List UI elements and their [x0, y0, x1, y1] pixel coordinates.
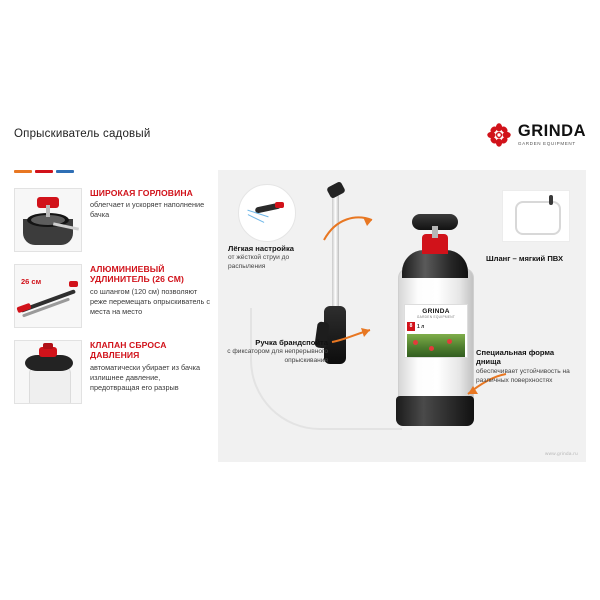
label-volume: 1 л [417, 323, 425, 330]
brand-logo [486, 122, 586, 148]
pump-rod-part [432, 226, 438, 238]
label-sub: GARDEN EQUIPMENT [416, 315, 456, 319]
page-title: Опрыскиватель садовый [14, 128, 151, 140]
arrow-to-nozzle [322, 212, 378, 246]
pressure-relief-valve-photo [14, 340, 82, 404]
feature-title: КЛАПАН СБРОСА ДАВЛЕНИЯ [90, 340, 167, 361]
callout-text: обеспечивает устойчивость на различных поверхностях [476, 367, 570, 384]
product-label [404, 304, 468, 358]
accent-bar-red [35, 170, 53, 173]
nozzle-detail-photo [238, 184, 296, 242]
callout-hose [486, 254, 578, 264]
feature-item [14, 188, 210, 250]
nozzle-part [326, 181, 346, 199]
tank-shoulder-part [402, 250, 468, 278]
callout-nozzle [228, 244, 324, 272]
feature-item [14, 264, 210, 326]
tank-base-part [396, 396, 474, 426]
product-panel [218, 170, 586, 462]
callout-title: Ручка брандспойта [255, 338, 328, 347]
page-header [0, 122, 600, 168]
callout-text: с фиксатором для непрерывного опрыскивания [227, 348, 328, 365]
label-badge: 8 [407, 322, 415, 331]
callout-handle [224, 338, 328, 366]
callout-title: Лёгкая настройка [228, 244, 295, 253]
aluminium-extension-photo [14, 264, 82, 328]
callout-title: Специальная форма днища [476, 348, 555, 367]
callout-title: Шланг – мягкий ПВХ [486, 254, 564, 263]
arrow-to-handle [330, 322, 376, 348]
accent-bar-orange [14, 170, 32, 173]
sprayer-illustration [368, 188, 488, 450]
feature-title: ШИРОКАЯ ГОРЛОВИНА [90, 188, 193, 198]
extension-length-label: 26 см [21, 277, 42, 286]
feature-text: облегчает и ускоряет наполнение бачка [90, 200, 205, 220]
hose-detail-photo [502, 190, 570, 242]
wide-neck-photo [14, 188, 82, 252]
callout-base [476, 348, 580, 386]
feature-item [14, 340, 210, 402]
label-artwork [407, 334, 465, 358]
brand-text [518, 123, 586, 146]
brand-subtitle: GARDEN EQUIPMENT [517, 140, 576, 146]
feature-list [14, 178, 210, 416]
feature-text: автоматически убирает из бачка излишнее давление, предотвращая его разрыв [90, 362, 201, 392]
feature-text: со шлангом (120 см) позволяют реже перемещать опрыскиватель с места на место [90, 286, 211, 316]
feature-title: АЛЮМИНИЕВЫЙ УДЛИНИТЕЛЬ (26 СМ) [90, 264, 184, 285]
accent-bars [14, 170, 74, 173]
grinda-flower-logo-icon [486, 122, 512, 148]
accent-bar-blue [56, 170, 74, 173]
brand-name: GRINDA [517, 122, 586, 141]
label-brand: GRINDA [422, 308, 450, 315]
watermark: www.grinda.ru [544, 451, 578, 456]
callout-text: от жёсткой струи до распыления [228, 254, 290, 271]
